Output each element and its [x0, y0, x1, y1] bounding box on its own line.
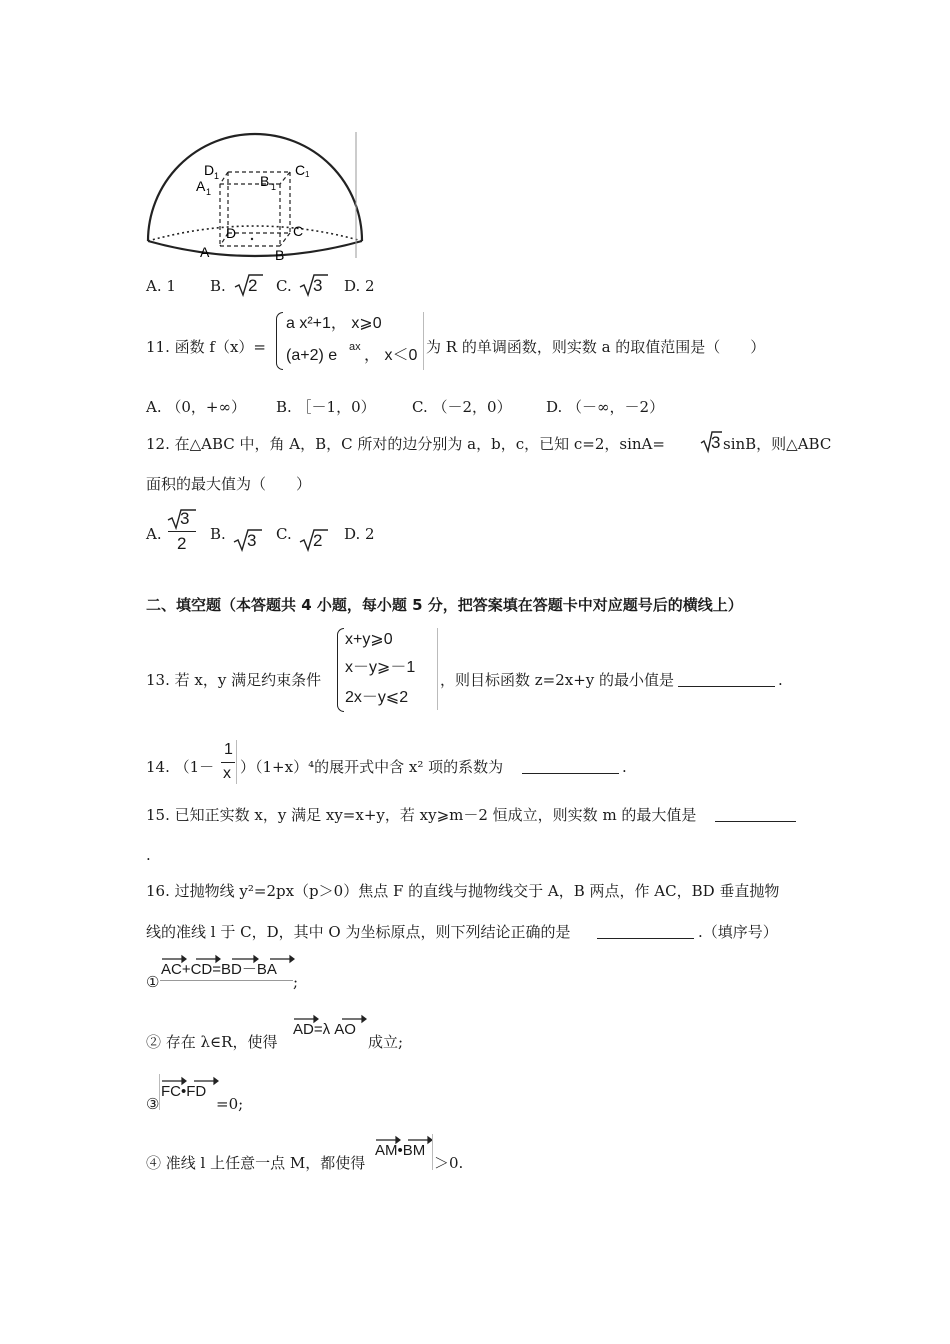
q11-option-d: D. （－∞，－2） [546, 398, 665, 416]
q12-option-c-val: 2 [313, 531, 323, 550]
q13-brace [337, 628, 344, 712]
label-d1: D [204, 162, 215, 178]
q13-constraint-2: x－y⩾－1 [345, 659, 416, 676]
q12-option-a-den: 2 [177, 534, 187, 553]
q10-option-b: B. [210, 277, 226, 295]
label-c: C [293, 223, 304, 239]
svg-text:1: 1 [214, 171, 220, 181]
q16-s4-pre: ④ 准线 l 上任意一点 M，都使得 [146, 1154, 366, 1172]
q16-s3-expr: FC•FD [161, 1083, 207, 1100]
q16-s4-divider [432, 1134, 433, 1170]
q16-s1-expr: AC+CD=BD－BA [161, 961, 277, 978]
q12-line1b: sinB，则△ABC [723, 435, 832, 453]
q12-line1a: 12. 在△ABC 中，角 A，B，C 所对的边分别为 a，b，c，已知 c=2，sinA= [146, 435, 665, 453]
q12-option-a-num: 3 [180, 509, 190, 528]
q11-case2-cond: ， x＜0 [364, 347, 418, 364]
q14-mid: ）（1+x）⁴的展开式中含 x² 项的系数为 [240, 758, 504, 776]
fraction-bar [221, 762, 235, 763]
q14-end: . [622, 758, 627, 776]
q11-suffix: 为 R 的单调函数，则实数 a 的取值范围是（ ） [426, 338, 766, 356]
q16-s4-expr: AM•BM [375, 1142, 426, 1159]
q13-suffix: ，则目标函数 z=2x+y 的最小值是 [440, 671, 675, 689]
q13-divider [437, 628, 438, 710]
q16-line1: 16. 过抛物线 y²=2px（p＞0）焦点 F 的直线与抛物线交于 A，B 两点，作 AC，BD 垂直抛物 [146, 882, 780, 900]
section-2-title: 二、填空题（本答题共 4 小题，每小题 5 分，把答案填在答题卡中对应题号后的横线上） [146, 596, 743, 614]
q11-case2: (a+2) e [286, 347, 338, 364]
q12-option-b: B. [210, 525, 226, 543]
q15-end: . [146, 846, 151, 864]
q13-constraint-1: x+y⩾0 [345, 631, 393, 648]
q16-s1-end: ; [293, 973, 299, 991]
q13-answer-blank[interactable] [678, 672, 775, 687]
q16-s1-num: ① [146, 973, 160, 991]
label-d: D [226, 225, 237, 241]
q13-end: . [778, 671, 783, 689]
q12-sqrt: 3 [711, 433, 721, 452]
svg-text:1: 1 [271, 182, 277, 192]
label-a: A [200, 244, 210, 260]
q14-prefix: 14. （1－ [146, 758, 215, 776]
q11-option-a: A. （0，+∞） [146, 398, 246, 416]
q12-option-a: A. [146, 525, 162, 543]
q11-divider [423, 312, 424, 370]
label-a1: A [196, 178, 206, 194]
q16-s2-pre: ② 存在 λ∈R，使得 [146, 1033, 278, 1051]
q12-option-d: D. 2 [344, 525, 375, 543]
q12-option-c: C. [276, 525, 292, 543]
label-b: B [275, 247, 285, 263]
q16-s3-num: ③ [146, 1095, 160, 1113]
q12-option-b-val: 3 [247, 531, 257, 550]
q15-answer-blank[interactable] [715, 807, 796, 822]
q10-option-a: A. 1 [146, 277, 176, 295]
q16-s2-expr: AD=λ AO [293, 1021, 356, 1038]
label-b1: B [260, 173, 270, 189]
q11-option-c: C. （－2，0） [412, 398, 512, 416]
q14-divider [236, 740, 237, 784]
q11-prefix: 11. 函数 f（x）= [146, 338, 266, 356]
q15-text: 15. 已知正实数 x，y 满足 xy=x+y，若 xy⩾m－2 恒成立，则实数 m 的最大值是 [146, 806, 697, 824]
q10-sqrt2: 2 [248, 276, 258, 295]
q16-s2-end: 成立; [368, 1033, 404, 1051]
q11-case2-exp: ax [349, 341, 361, 353]
hemisphere-figure [140, 128, 370, 263]
svg-text:1: 1 [305, 170, 310, 179]
q13-prefix: 13. 若 x，y 满足约束条件 [146, 671, 322, 689]
q16-s3-end: =0; [216, 1095, 244, 1113]
q10-sqrt3: 3 [313, 276, 323, 295]
q14-answer-blank[interactable] [522, 759, 619, 774]
q12-line2: 面积的最大值为（ ） [146, 475, 312, 493]
q16-s3-divider [159, 1074, 160, 1110]
q11-brace [276, 312, 283, 370]
q10-option-d: D. 2 [344, 277, 375, 295]
q16-answer-blank[interactable] [597, 924, 694, 939]
label-c1: C [295, 162, 306, 178]
q14-frac-den: x [223, 765, 231, 782]
q13-constraint-3: 2x－y⩽2 [345, 689, 409, 706]
q11-option-b: B. ［－1，0） [276, 398, 376, 416]
q10-option-c: C. [276, 277, 292, 295]
q16-line2a: 线的准线 l 于 C，D，其中 O 为坐标原点，则下列结论正确的是 [146, 923, 571, 941]
q16-line2b: .（填序号） [698, 923, 778, 941]
q16-s4-end: ＞0. [434, 1154, 464, 1172]
q11-case1: a x²+1， x⩾0 [286, 315, 382, 332]
svg-text:1: 1 [206, 187, 212, 197]
q16-s1-underline [160, 980, 293, 981]
fraction-bar [168, 531, 196, 532]
q14-frac-num: 1 [224, 741, 233, 758]
